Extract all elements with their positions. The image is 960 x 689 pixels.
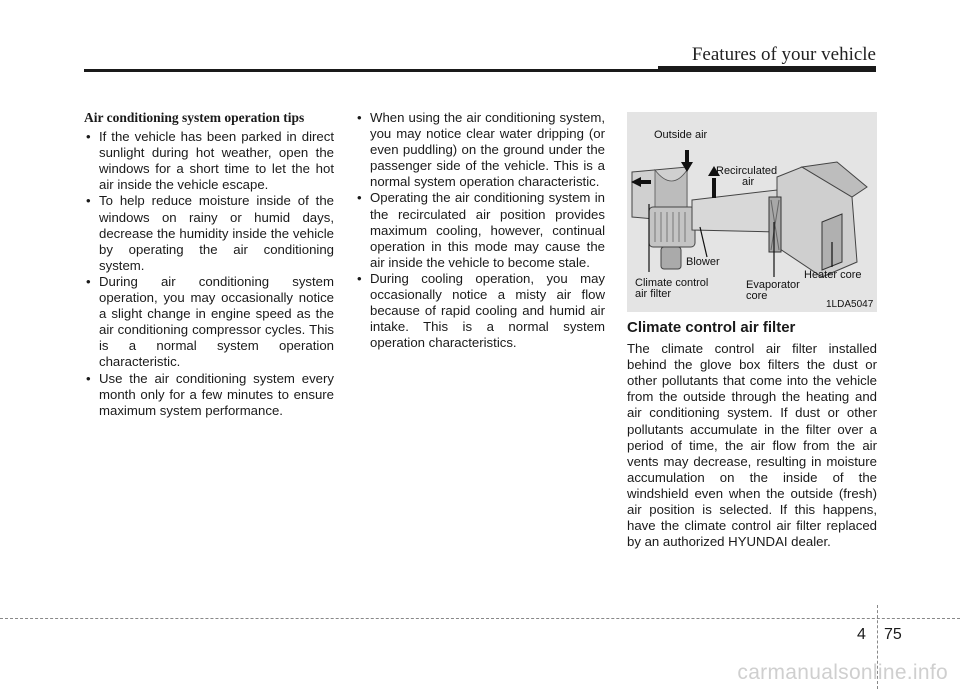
label-outside-air: Outside air: [654, 129, 708, 141]
list-item: • When using the air conditioning system, you may notice clear water dripping (or even puddling) on the ground under the passenger side of the vehicle. This is a normal system operation characteristic.: [355, 110, 605, 190]
label-heater-core: Heater core: [804, 269, 862, 281]
list-item: • During cooling operation, you may occasionally notice a misty air flow because of rapid cooling and humid air intake. This is a normal system operation characteristics.: [355, 271, 605, 351]
figure-code: 1LDA5047: [826, 299, 874, 310]
header-rule-accent: [658, 66, 876, 72]
right-column: [627, 110, 877, 550]
page-number: 75: [884, 626, 902, 643]
filter-heading: Climate control air filter: [627, 319, 796, 336]
list-item: • If the vehicle has been parked in direct sunlight during hot weather, open the windows for a short time to let the hot air inside the vehicle escape.: [84, 129, 334, 193]
label-blower: Blower: [686, 256, 720, 268]
watermark: carmanualsonline.info: [737, 661, 948, 684]
label-climate-filter-line2: air filter: [635, 288, 672, 300]
list-item: • Operating the air conditioning system in the recirculated air position provides maximum cooling, however, continual operation in this mode may cause the air inside the vehicle to become stale.: [355, 190, 605, 270]
label-evaporator-line2: core: [746, 290, 768, 302]
list-item: • To help reduce moisture inside of the windows on rainy or humid days, decrease the humidity inside the vehicle by operating the air conditioning system.: [84, 193, 334, 273]
list-item: • During air conditioning system operation, you may occasionally notice a slight change in engine speed as the air conditioning compressor cycles. This is a normal system operation characteristic.: [84, 274, 334, 371]
footer-divider: [0, 618, 960, 619]
label-evaporator-line1: Evaporator: [746, 279, 800, 291]
middle-column: [355, 110, 605, 351]
section-heading: Air conditioning system operation tips: [84, 110, 305, 125]
middle-tips-list: [355, 110, 605, 351]
label-recirculated-air-line1: Recirculated: [716, 165, 778, 177]
hvac-diagram: [627, 112, 877, 312]
chapter-number: 4: [857, 626, 866, 643]
list-item: • Use the air conditioning system every month only for a few minutes to ensure maximum system performance.: [84, 371, 334, 419]
left-tips-list: [84, 129, 334, 419]
left-column: [84, 110, 334, 419]
label-recirculated-air-line2: air: [742, 176, 755, 188]
filter-body: The climate control air filter installed behind the glove box filters the dust or other pollutants that come into the vehicle from the outside through the heating and air conditioning system. If dust or other pollutants accumulate in the filter over a period of time, the air flow from the air vents may decrease, resulting in moisture accumulation on the inside of the windshield even when the outside (fresh) air position is selected. If this happens, have the climate control air filter replaced by an authorized HYUNDAI dealer.: [627, 341, 877, 550]
label-climate-filter-line1: Climate control: [635, 277, 709, 289]
page-header-title: Features of your vehicle: [691, 44, 876, 65]
